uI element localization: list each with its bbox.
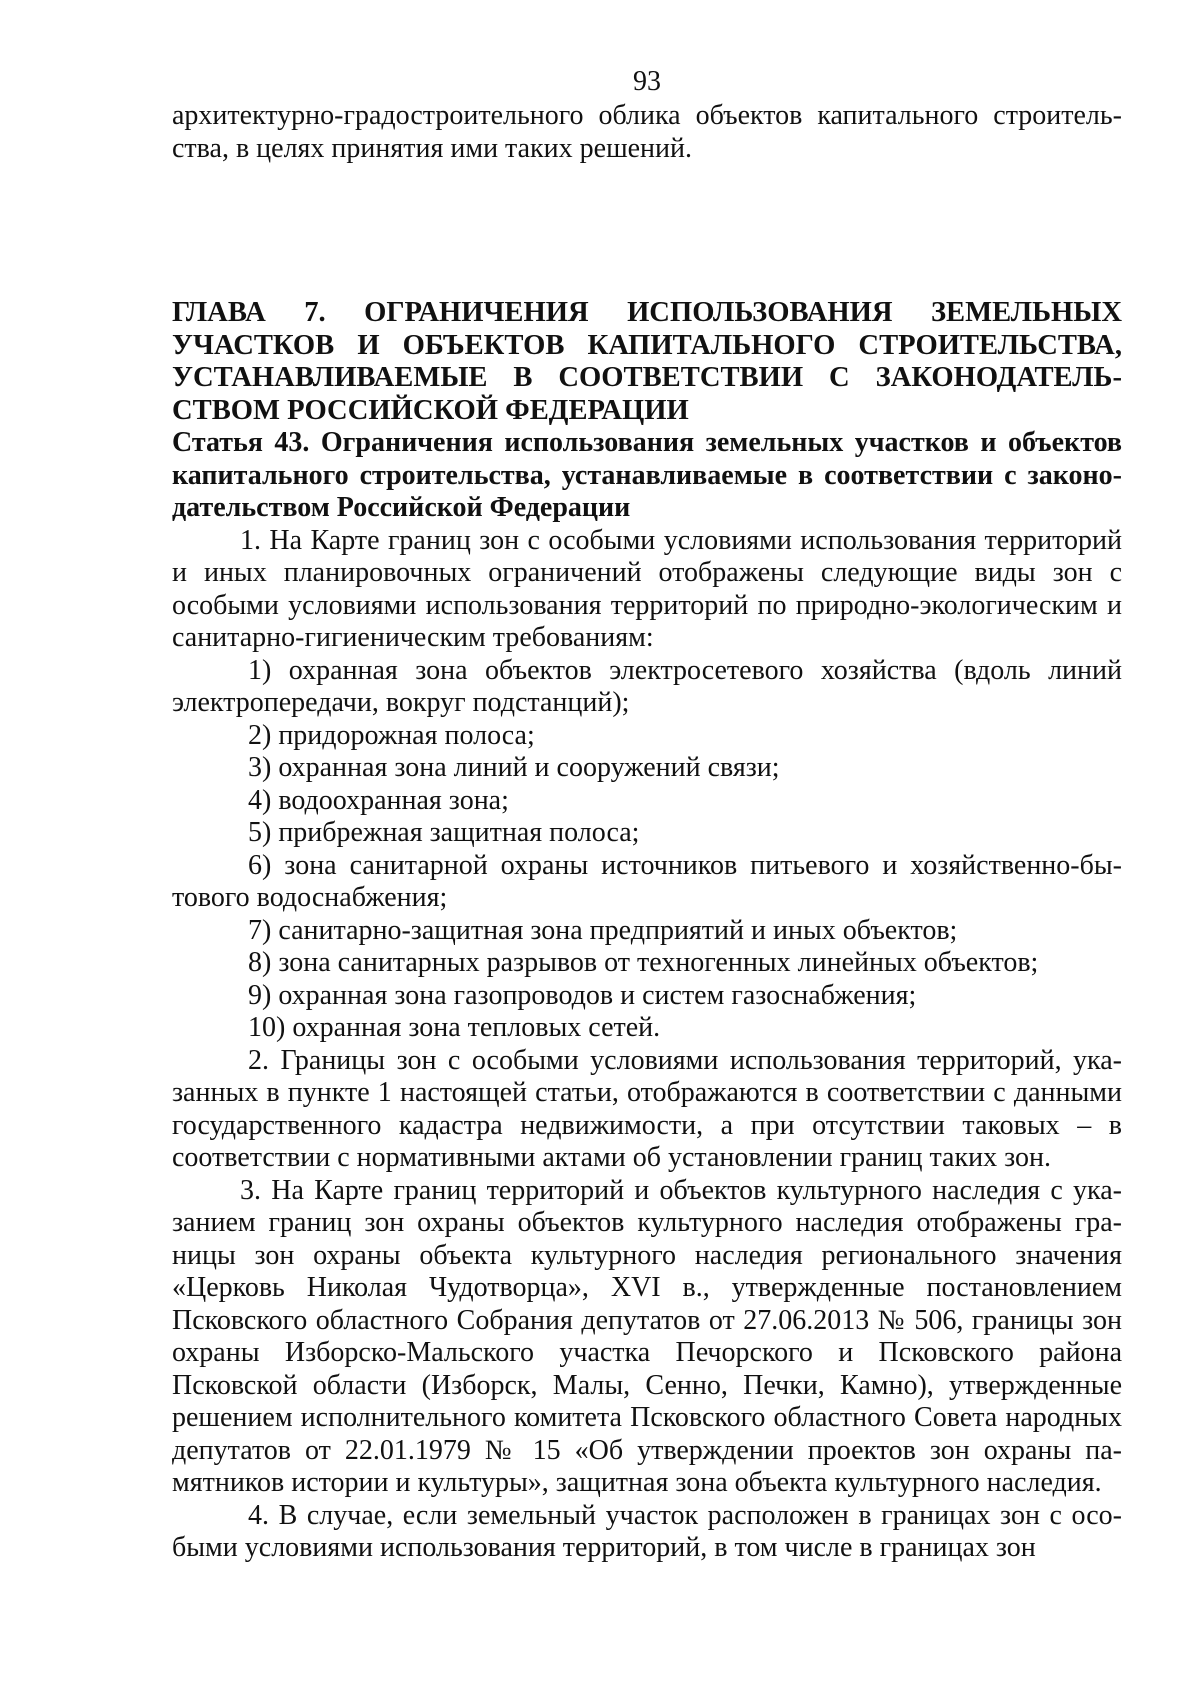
paragraph-3: 3. На Карте границ территорий и объектов культурного наследия с указанием границ зон охраны объектов культурного наследия отображены границы зон охраны объекта культурного наследия регионального значения «Церковь Николая Чудотворца», XVI в., утвержденные постановлением Псковского областного Собрания депутатов от 27.06.2013 № 506, границы зон охраны Изборско-Мальского участка Печорского и Псковского района Псковской области (Изборск, Малы, Сенно, Печки, Камно), утвержденные решением исполнительного комитета Псковского областного Совета народных депутатов от 22.01.1979 № 15 «Об утверждении проектов зон охраны памятников истории и культуры», защитная зона объекта культурного наследия. [172,1174,1122,1498]
document-page [172,66,1122,1565]
list-item: 7) санитарно-защитная зона предприятий и иных объектов; [248,914,958,946]
list-item: 1) охранная зона объектов электросетевого хозяйства (вдоль линий электропередачи, вокруг подстанций); [172,654,1122,718]
article-heading: Статья 43. Ограничения использования земельных участков и объектов капитального строительства, устанавливаемые в соответствии с законодательством Российской Федерации [172,427,1122,523]
list-item: 3) охранная зона линий и сооружений связи; [248,752,780,783]
paragraph-1: 1. На Карте границ зон с особыми условиями использования территорий и иных планировочных ограничений отображены следующие виды зон с особыми условиями использования территорий по природно-экологическим и санитарно-гигиеническим требованиям: [172,524,1122,653]
page-number: 93 [633,66,661,97]
intro-text: архитектурно-градостроительного облика объектов капитального строительства, в целях принятия ими таких решений. [172,100,1122,164]
list-item: 9) охранная зона газопроводов и систем газоснабжения; [248,979,917,1011]
paragraph-4: 4. В случае, если земельный участок расположен в границах зон с особыми условиями использования территорий, в том числе в границах зон [172,1499,1122,1563]
list-item: 6) зона санитарной охраны источников питьевого и хозяйственно-бытового водоснабжения; [172,849,1122,913]
list-item: 8) зона санитарных разрывов от техногенных линейных объектов; [248,947,1039,978]
paragraph-2: 2. Границы зон с особыми условиями использования территорий, указанных в пункте 1 настоящей статьи, отображаются в соответствии с данными государственного кадастра недвижимости, а при отсутствии таковых – в соответствии с нормативными актами об установлении границ таких зон. [172,1044,1122,1173]
list-item: 4) водоохранная зона; [248,784,509,816]
list-item: 10) охранная зона тепловых сетей. [248,1012,661,1043]
section-gap [172,165,1122,297]
list-item: 2) придорожная полоса; [248,719,535,751]
chapter-heading: ГЛАВА 7. ОГРАНИЧЕНИЯ ИСПОЛЬЗОВАНИЯ ЗЕМЕЛЬНЫХ УЧАСТКОВ И ОБЪЕКТОВ КАПИТАЛЬНОГО СТРОИТЕЛЬСТВА, УСТАНАВЛИВАЕМЫЕ В СООТВЕТСТВИИ С ЗАКОНОДАТЕЛЬСТВОМ РОССИЙСКОЙ ФЕДЕРАЦИИ [172,297,1122,426]
list-item: 5) прибрежная защитная полоса; [248,817,640,848]
